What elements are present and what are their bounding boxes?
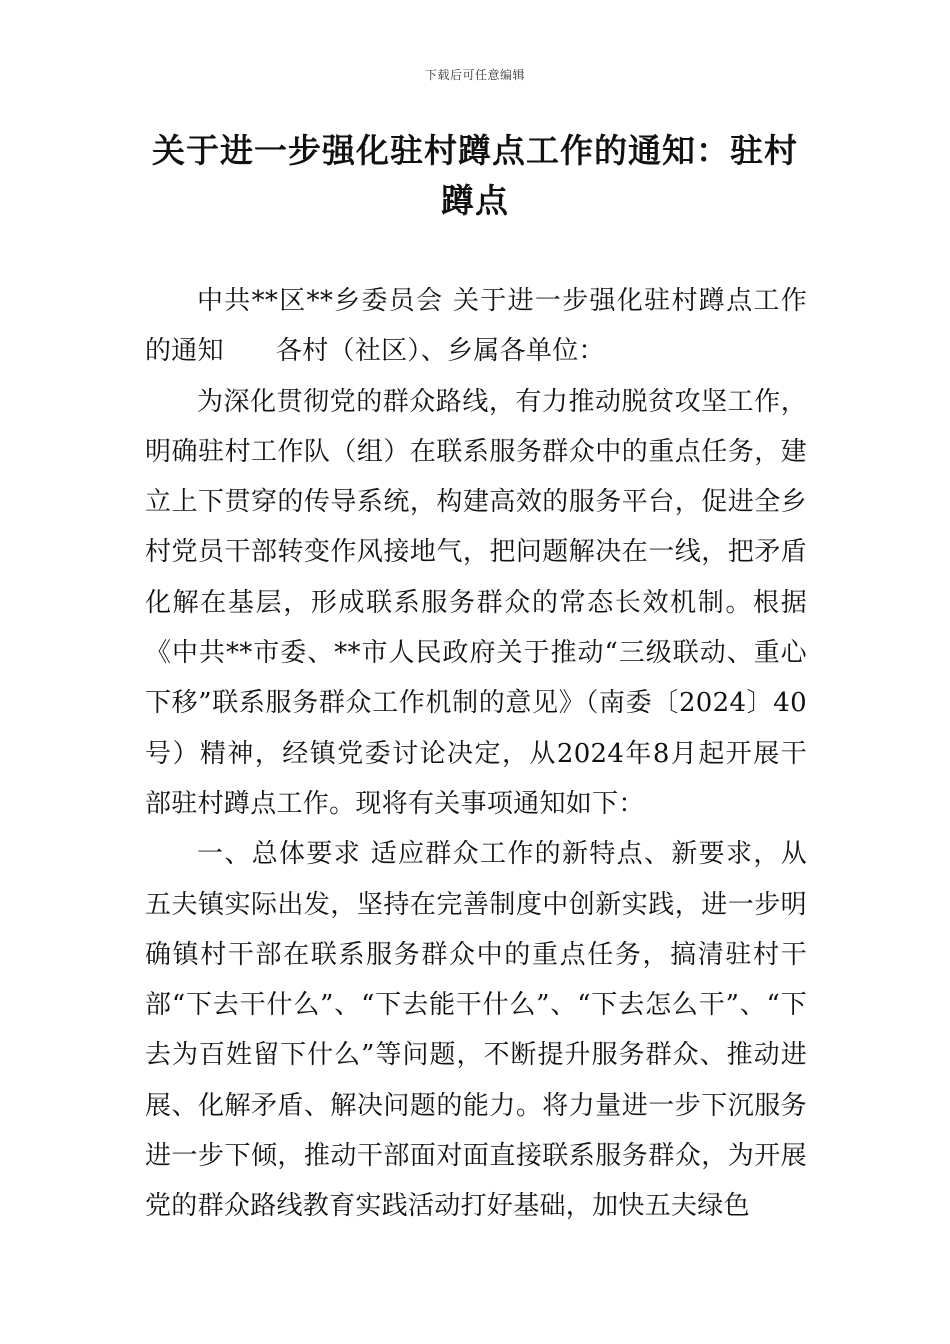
body-paragraph: 一、总体要求 适应群众工作的新特点、新要求，从五夫镇实际出发，坚持在完善制度中创新实践，进一步明确镇村干部在联系服务群众中的重点任务，搞清驻村干部“下去干什么”、“下去能干什么”、“下去怎么干”、“下去为百姓留下什么”等问题，不断提升服务群众、推动进展、化解矛盾、解决问题的能力。将力量进一步下沉服务进一步下倾，推动干部面对面直接联系服务群众，为开展党的群众路线教育实践活动打好基础，加快五夫绿色 (145, 839, 807, 1222)
document-body (145, 276, 807, 1232)
header-note: 下载后可任意编辑 (424, 68, 525, 82)
document-title: 关于进一步强化驻村蹲点工作的通知：驻村蹲点 (152, 131, 798, 220)
notice-heading-text: 中共**区**乡委员会 关于进一步强化驻村蹲点工作的通知 (145, 286, 807, 367)
opening-paragraph (145, 276, 807, 377)
body-paragraph: 为深化贯彻党的群众路线，有力推动脱贫攻坚工作，明确驻村工作队（组）在联系服务群众中的重点任务，建立上下贯穿的传导系统，构建高效的服务平台，促进全乡村党员干部转变作风接地气，把问题解决在一线，把矛盾化解在基层，形成联系服务群众的常态长效机制。根据《中共**市委、**市人民政府关于推动“三级联动、重心下移”联系服务群众工作机制的意见》（南委〔2024〕40号）精神，经镇党委讨论决定，从2024年8月起开展干部驻村蹲点工作。现将有关事项通知如下： (145, 386, 807, 819)
recipients-text: 各村（社区）、乡属各单位： (275, 336, 605, 367)
